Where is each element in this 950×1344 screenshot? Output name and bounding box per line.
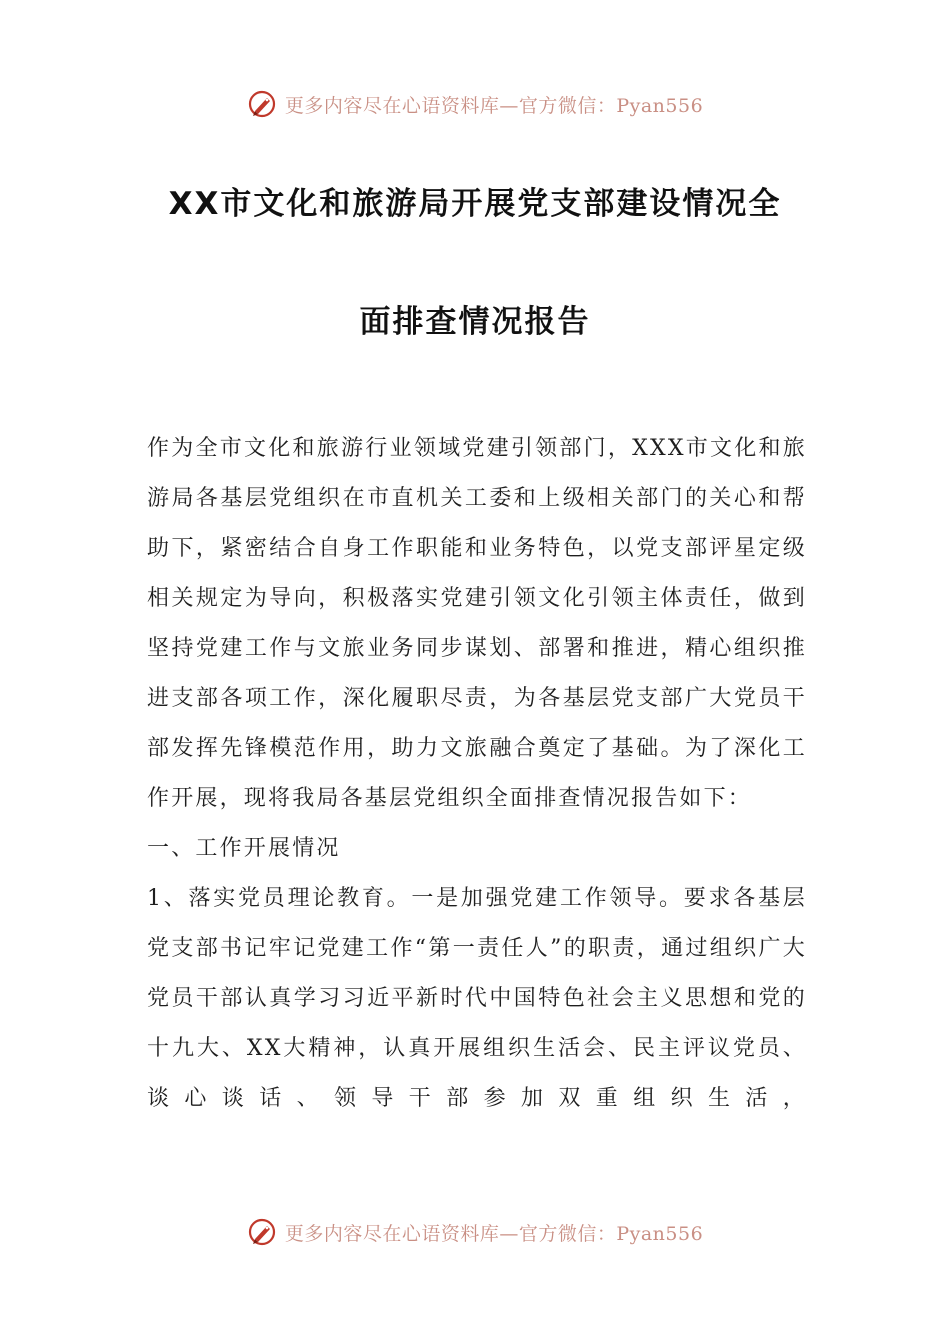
intro-paragraph: 作为全市文化和旅游行业领域党建引领部门，XXX市文化和旅游局各基层党组织在市直机关工委和上级相关部门的关心和帮助下，紧密结合自身工作职能和业务特色，以党支部评星定级相关规定为导向，积极落实党建引领文化引领主体责任，做到坚持党建工作与文旅业务同步谋划、部署和推进，精心组织推进支部各项工作，深化履职尽责，为各基层党支部广大党员干部发挥先锋模范作用，助力文旅融合奠定了基础。为了深化工作开展，现将我局各基层党组织全面排查情况报告如下： <box>147 436 807 811</box>
header-banner-text: 更多内容尽在心语资料库—官方微信：Pyan556 <box>284 94 704 117</box>
footer-banner-text: 更多内容尽在心语资料库—官方微信：Pyan556 <box>284 1222 704 1245</box>
page-title-line-1: XX市文化和旅游局开展党支部建设情况全 <box>168 186 782 222</box>
pen-nib-logo-icon <box>247 1217 277 1247</box>
section-1-paragraph: 1、落实党员理论教育。一是加强党建工作领导。要求各基层党支部书记牢记党建工作“第一责任人”的职责，通过组织广大党员干部认真学习习近平新时代中国特色社会主义思想和党的十九大、XX大精神，认真开展组织生活会、民主评议党员、谈心谈话、领导干部参加双重组织生活， <box>147 886 807 1111</box>
pen-nib-logo-icon <box>247 89 277 119</box>
header-banner <box>0 84 950 124</box>
page-title-line-2: 面排查情况报告 <box>359 304 591 340</box>
section-1-heading: 一、工作开展情况 <box>147 836 341 861</box>
footer-banner <box>0 1212 950 1252</box>
document-body <box>147 424 807 1124</box>
